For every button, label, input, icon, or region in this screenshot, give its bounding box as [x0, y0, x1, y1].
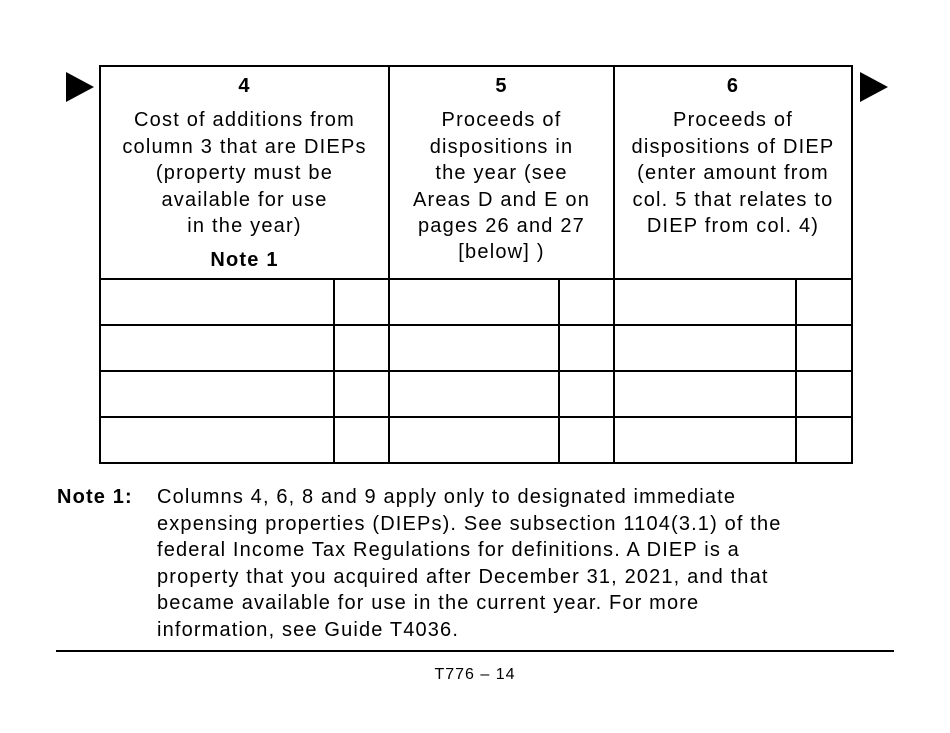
col4-cents-field[interactable] [334, 325, 389, 371]
col5-amount-field[interactable] [389, 279, 559, 325]
col6-cents-field[interactable] [796, 371, 852, 417]
col4-cents-field[interactable] [334, 279, 389, 325]
col4-amount-field[interactable] [100, 279, 334, 325]
note-label: Note 1: [57, 486, 133, 508]
column-4-header [100, 66, 389, 279]
note-1 [57, 484, 897, 643]
cca-columns-table [99, 65, 853, 464]
col6-cents-field[interactable] [796, 279, 852, 325]
col5-cents-field[interactable] [559, 417, 614, 463]
column-5-header [389, 66, 614, 279]
page-number: T776 – 14 [434, 666, 516, 683]
column-number: 4 [238, 75, 251, 97]
column-6-header [614, 66, 852, 279]
column-number: 6 [726, 75, 740, 97]
col6-amount-field[interactable] [614, 279, 796, 325]
col6-amount-field[interactable] [614, 371, 796, 417]
column-note-reference: Note 1 [210, 249, 279, 272]
note-text: Columns 4, 6, 8 and 9 apply only to designated immediate expensing properties (DIEPs). See subsection 1104(3.1) of the federal Income Tax Regulations for definitions. A DIEP is a property that you acquired after December 31, 2021, and that became available for use in the current year. For more information, see Guide T4036. [157, 486, 782, 641]
col6-cents-field[interactable] [796, 325, 852, 371]
column-description: Proceeds of dispositions of DIEP (enter amount from col. 5 that relates to DIEP from col. 4) [631, 109, 835, 238]
col5-amount-field[interactable] [389, 417, 559, 463]
table-row [100, 417, 852, 463]
column-number: 5 [495, 75, 508, 97]
left-continuation-arrow-icon [66, 72, 94, 102]
col5-cents-field[interactable] [559, 325, 614, 371]
column-description: Cost of additions from column 3 that are DIEPs (property must be available for use in the year) [122, 109, 367, 238]
col5-amount-field[interactable] [389, 371, 559, 417]
col5-cents-field[interactable] [559, 371, 614, 417]
col5-cents-field[interactable] [559, 279, 614, 325]
table-row [100, 279, 852, 325]
col5-amount-field[interactable] [389, 325, 559, 371]
col6-amount-field[interactable] [614, 417, 796, 463]
col4-amount-field[interactable] [100, 417, 334, 463]
column-header-row [100, 66, 852, 279]
col4-amount-field[interactable] [100, 371, 334, 417]
right-continuation-arrow-icon [860, 72, 888, 102]
col4-cents-field[interactable] [334, 371, 389, 417]
footer-divider [56, 650, 894, 652]
table-row [100, 371, 852, 417]
table-row [100, 325, 852, 371]
column-description: Proceeds of dispositions in the year (see Areas D and E on pages 26 and 27 [below] ) [412, 109, 591, 264]
col6-cents-field[interactable] [796, 417, 852, 463]
col6-amount-field[interactable] [614, 325, 796, 371]
col4-cents-field[interactable] [334, 417, 389, 463]
col4-amount-field[interactable] [100, 325, 334, 371]
